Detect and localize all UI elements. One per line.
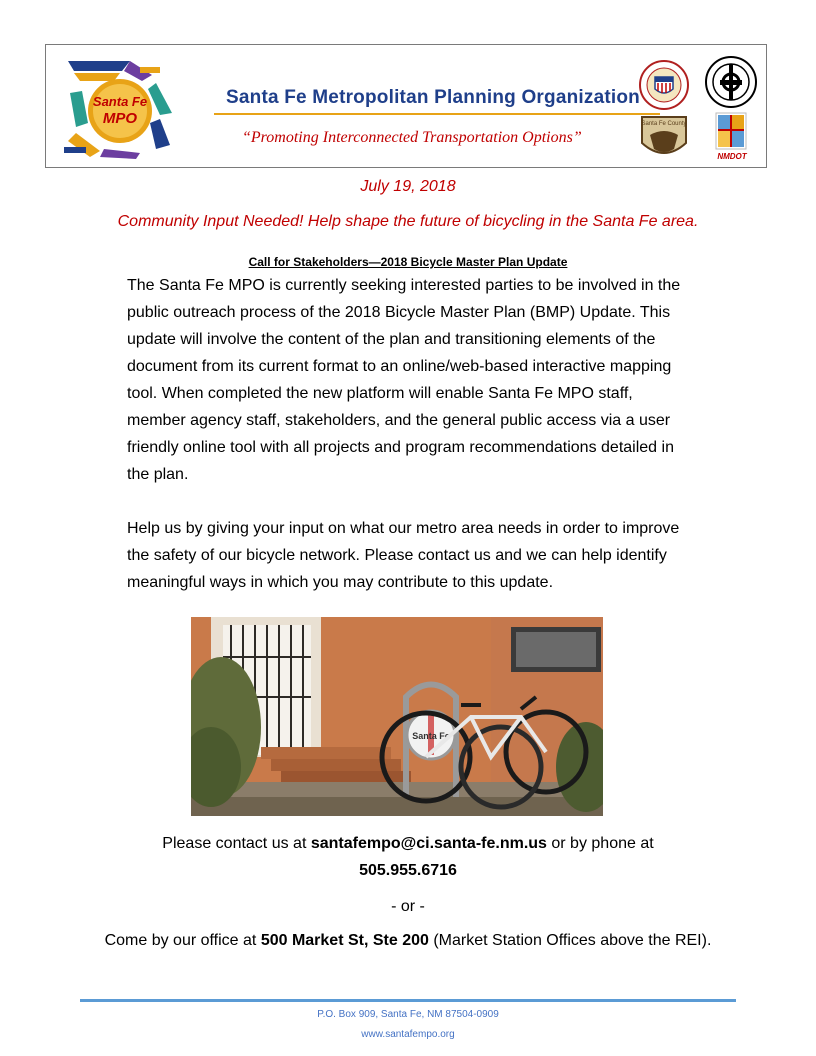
- logo-text-line1: Santa Fe: [92, 94, 148, 109]
- logo-text-line2: MPO: [102, 110, 138, 127]
- email-link[interactable]: santafempo@ci.santa-fe.nm.us: [310, 835, 547, 852]
- nmdot-logo: [714, 111, 750, 163]
- footer-website-link[interactable]: www.santafempo.org: [361, 1029, 455, 1040]
- address-suffix: (Market Station Offices above the REI).: [428, 932, 712, 949]
- contact-line: [0, 830, 816, 884]
- rack-sign-text: Santa Fe: [412, 731, 450, 741]
- footer-divider: [80, 999, 736, 1002]
- phone-number[interactable]: 505.955.6716: [359, 862, 457, 879]
- santa-fe-mpo-logo: [60, 53, 180, 161]
- contact-prefix: Please contact us at: [162, 835, 311, 852]
- date: July 19, 2018: [360, 178, 456, 195]
- org-name: Santa Fe Metropolitan Planning Organization: [226, 87, 640, 108]
- office-address: 500 Market St, Ste 200: [260, 932, 429, 949]
- nmdot-label: NMDOT: [717, 152, 747, 161]
- tagline: “Promoting Interconnected Transportation Options”: [242, 129, 582, 146]
- or-separator: - or -: [391, 898, 425, 915]
- footer-po-box: P.O. Box 909, Santa Fe, NM 87504-0909: [317, 1009, 499, 1020]
- office-address-line: [0, 927, 816, 954]
- body-paragraph-1: The Santa Fe MPO is currently seeking interested parties to be involved in the public outreach process of the 2018 Bicycle Master Plan (BMP) Update. This update will involve the content of the plan and transitioning elements of the document from its current format to an online/web-based interactive mapping tool. When completed the new platform will enable Santa Fe MPO staff, member agency staff, stakeholders, and the general public access via a user friendly online tool with all projects and program recommendations detailed in the plan.: [127, 277, 681, 483]
- contact-mid: or by phone at: [546, 835, 654, 852]
- call-for-stakeholders-title: Call for Stakeholders—2018 Bicycle Master Plan Update: [248, 255, 568, 269]
- body-paragraph-2: Help us by giving your input on what our metro area needs in order to improve the safety of our bicycle network. Please contact us and we can help identify meaningful ways in which you may contribute to this update.: [127, 520, 680, 591]
- headline: Community Input Needed! Help shape the future of bicycling in the Santa Fe area.: [117, 213, 699, 230]
- letterhead: [45, 44, 767, 168]
- city-seal-logo: [638, 59, 690, 111]
- pueblo-seal-logo: [704, 55, 758, 109]
- address-prefix: Come by our office at: [104, 932, 261, 949]
- org-name-underline: [214, 113, 660, 115]
- bicycles-at-rack-photo: [191, 617, 603, 816]
- county-seal-label: Santa Fe County: [641, 121, 687, 127]
- santa-fe-county-seal: [636, 113, 692, 163]
